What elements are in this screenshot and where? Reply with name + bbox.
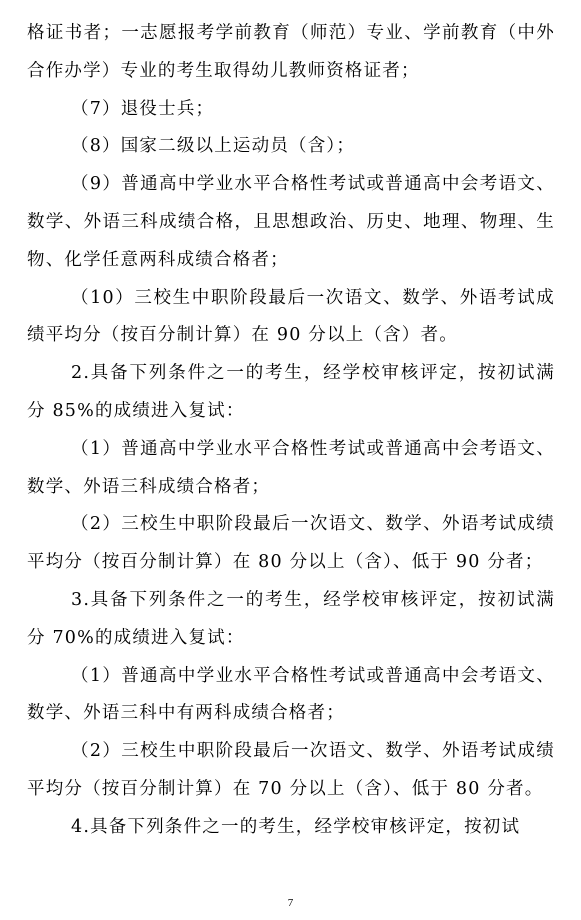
page-number: 7	[287, 897, 294, 909]
paragraph: （2）三校生中职阶段最后一次语文、数学、外语考试成绩平均分（按百分制计算）在 80 分以上（含）、低于 90 分者；	[27, 514, 555, 573]
paragraph: 3.具备下列条件之一的考生，经学校审核评定，按初试满分 70%的成绩进入复试：	[27, 589, 555, 648]
paragraph: （7）退役士兵；	[71, 98, 215, 119]
paragraph: （1）普通高中学业水平合格性考试或普通高中会考语文、数学、外语三科成绩合格者；	[27, 438, 555, 497]
document-body	[27, 15, 555, 847]
paragraph: （1）普通高中学业水平合格性考试或普通高中会考语文、数学、外语三科中有两科成绩合格者；	[27, 665, 555, 724]
paragraph: 4.具备下列条件之一的考生，经学校审核评定，按初试	[71, 816, 521, 837]
paragraph: 格证书者；一志愿报考学前教育（师范）专业、学前教育（中外合作办学）专业的考生取得幼儿教师资格证者；	[27, 23, 555, 81]
paragraph: （10）三校生中职阶段最后一次语文、数学、外语考试成绩平均分（按百分制计算）在 90 分以上（含）者。	[27, 287, 555, 346]
paragraph: （2）三校生中职阶段最后一次语文、数学、外语考试成绩平均分（按百分制计算）在 70 分以上（含）、低于 80 分者。	[27, 741, 555, 799]
paragraph: （9）普通高中学业水平合格性考试或普通高中会考语文、数学、外语三科成绩合格，且思想政治、历史、地理、物理、生物、化学任意两科成绩合格者；	[27, 174, 555, 270]
paragraph: （8）国家二级以上运动员（含）；	[71, 136, 356, 157]
paragraph: 2.具备下列条件之一的考生，经学校审核评定，按初试满分 85%的成绩进入复试：	[27, 363, 555, 421]
